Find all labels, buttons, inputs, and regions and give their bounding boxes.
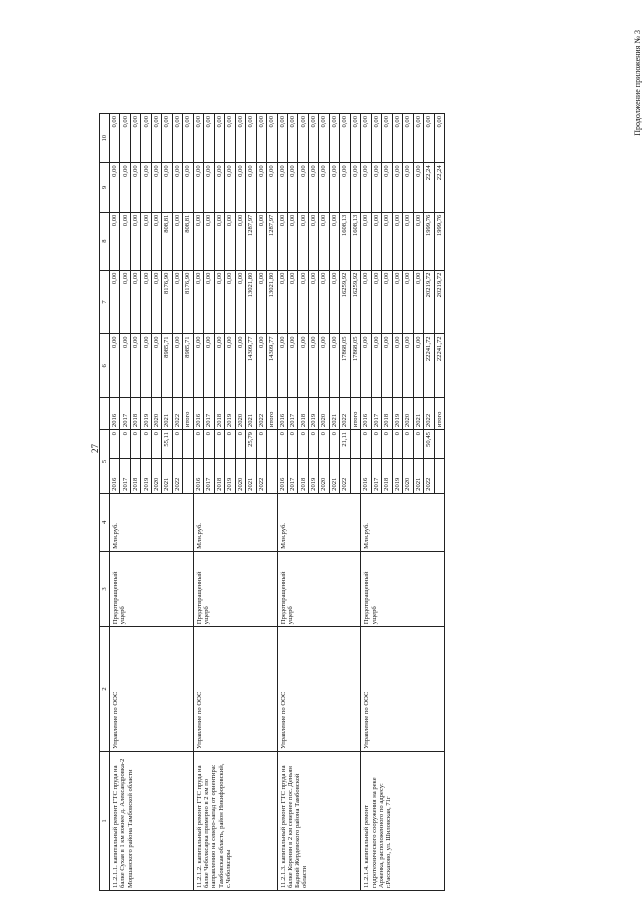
amount-cell: 0,00 bbox=[130, 334, 140, 398]
amount-cell: 14309,77 bbox=[246, 334, 256, 398]
header-row bbox=[100, 114, 110, 891]
amount-cell: 0,00 bbox=[214, 212, 224, 270]
amount-cell: 0,00 bbox=[329, 334, 339, 398]
finance-year-cell: 2019 bbox=[141, 398, 151, 430]
finance-year-cell: 2018 bbox=[214, 398, 224, 430]
amount-cell: 0,00 bbox=[246, 163, 256, 212]
total-amount-cell: 0,00 bbox=[183, 114, 193, 163]
target-year-cell: 2020 bbox=[403, 459, 413, 494]
amount-cell: 0,00 bbox=[287, 163, 297, 212]
indicator-cell: Предотвращенный ущерб bbox=[361, 551, 445, 626]
amount-cell: 0,00 bbox=[151, 270, 161, 334]
finance-year-cell: 2017 bbox=[120, 398, 130, 430]
amount-cell: 0,00 bbox=[329, 114, 339, 163]
empty-cell bbox=[183, 430, 193, 459]
amount-cell: 1608,13 bbox=[340, 212, 350, 270]
table-row bbox=[110, 114, 120, 891]
amount-cell: 0,00 bbox=[319, 270, 329, 334]
amount-cell: 0,00 bbox=[382, 163, 392, 212]
amount-cell: 0,00 bbox=[225, 163, 235, 212]
total-amount-cell: 22241,72 bbox=[434, 334, 444, 398]
event-name-cell: 11.2.1.4. капитальный ремонт гидротехнического сооружения на реке Арженка, расположенного по адресу: г.Рассказово, ул. Шиловская, 71г bbox=[361, 751, 445, 890]
indicator-cell: Предотвращенный ущерб bbox=[110, 551, 194, 626]
amount-cell: 0,00 bbox=[141, 114, 151, 163]
amount-cell: 0,00 bbox=[225, 114, 235, 163]
amount-cell: 0,00 bbox=[214, 334, 224, 398]
amount-cell: 0,00 bbox=[193, 334, 203, 398]
target-value-cell: 0 bbox=[172, 430, 182, 459]
finance-year-cell: 2020 bbox=[319, 398, 329, 430]
amount-cell: 0,00 bbox=[308, 163, 318, 212]
header-cell: 10 bbox=[100, 114, 110, 163]
amount-cell: 1287,97 bbox=[246, 212, 256, 270]
unit-cell: Млн.руб. bbox=[193, 493, 277, 551]
empty-cell bbox=[183, 459, 193, 494]
target-value-cell: 0 bbox=[371, 430, 381, 459]
total-amount-cell: 16259,92 bbox=[350, 270, 360, 334]
amount-cell: 0,00 bbox=[225, 334, 235, 398]
amount-cell: 0,00 bbox=[172, 114, 182, 163]
amount-cell: 0,00 bbox=[130, 114, 140, 163]
total-amount-cell: 1608,13 bbox=[350, 212, 360, 270]
target-year-cell: 2016 bbox=[277, 459, 287, 494]
amount-cell: 0,00 bbox=[277, 114, 287, 163]
amount-cell: 0,00 bbox=[151, 163, 161, 212]
header-cell: 4 bbox=[100, 493, 110, 551]
amount-cell: 0,00 bbox=[225, 212, 235, 270]
header-cell: 7 bbox=[100, 270, 110, 334]
target-value-cell: 0 bbox=[361, 430, 371, 459]
amount-cell: 0,00 bbox=[214, 270, 224, 334]
finance-year-cell: 2016 bbox=[193, 398, 203, 430]
amount-cell: 0,00 bbox=[277, 212, 287, 270]
amount-cell: 0,00 bbox=[204, 163, 214, 212]
header-cell: 8 bbox=[100, 212, 110, 270]
appendix-caption: Продолжение приложения № 3 bbox=[633, 30, 642, 136]
amount-cell: 13021,80 bbox=[246, 270, 256, 334]
amount-cell: 0,00 bbox=[329, 163, 339, 212]
target-value-cell: 0 bbox=[141, 430, 151, 459]
amount-cell: 0,00 bbox=[392, 212, 402, 270]
amount-cell: 0,00 bbox=[413, 163, 423, 212]
empty-cell bbox=[267, 430, 277, 459]
amount-cell: 0,00 bbox=[256, 163, 266, 212]
amount-cell: 0,00 bbox=[141, 212, 151, 270]
amount-cell: 0,00 bbox=[204, 114, 214, 163]
amount-cell: 0,00 bbox=[256, 334, 266, 398]
finance-year-cell: 2019 bbox=[225, 398, 235, 430]
amount-cell: 0,00 bbox=[141, 334, 151, 398]
amount-cell: 0,00 bbox=[141, 163, 151, 212]
total-amount-cell: 14309,77 bbox=[267, 334, 277, 398]
target-value-cell: 50,45 bbox=[424, 430, 434, 459]
target-value-cell: 0 bbox=[214, 430, 224, 459]
amount-cell: 0,00 bbox=[308, 114, 318, 163]
amount-cell: 0,00 bbox=[413, 270, 423, 334]
target-year-cell: 2021 bbox=[329, 459, 339, 494]
rotated-sheet bbox=[99, 113, 445, 891]
amount-cell: 0,00 bbox=[120, 212, 130, 270]
amount-cell: 0,00 bbox=[287, 114, 297, 163]
amount-cell: 20219,72 bbox=[424, 270, 434, 334]
amount-cell: 0,00 bbox=[361, 114, 371, 163]
amount-cell: 0,00 bbox=[287, 212, 297, 270]
amount-cell: 0,00 bbox=[329, 270, 339, 334]
unit-cell: Млн.руб. bbox=[110, 493, 194, 551]
target-value-cell: 0 bbox=[120, 430, 130, 459]
amount-cell: 0,00 bbox=[110, 212, 120, 270]
amount-cell: 0,00 bbox=[392, 334, 402, 398]
total-amount-cell: 1287,97 bbox=[267, 212, 277, 270]
amount-cell: 8176,90 bbox=[162, 270, 172, 334]
target-value-cell: 0 bbox=[130, 430, 140, 459]
target-year-cell: 2020 bbox=[151, 459, 161, 494]
amount-cell: 0,00 bbox=[277, 270, 287, 334]
amount-cell: 0,00 bbox=[382, 270, 392, 334]
total-amount-cell: 0,00 bbox=[267, 163, 277, 212]
table-row bbox=[193, 114, 203, 891]
event-name-cell: 11.2.1.2. капитальный ремонт ГТС пруда на балке Чеболксарка примерно в 2 км по направлению на северо-запад от ориентира: Тамбовская область, район Никифоровский, с.Чеболксары bbox=[193, 751, 277, 890]
finance-year-cell: 2016 bbox=[361, 398, 371, 430]
amount-cell: 0,00 bbox=[413, 212, 423, 270]
amount-cell: 0,00 bbox=[382, 114, 392, 163]
target-year-cell: 2021 bbox=[246, 459, 256, 494]
amount-cell: 0,00 bbox=[361, 334, 371, 398]
target-year-cell: 2019 bbox=[141, 459, 151, 494]
unit-cell: Млн.руб. bbox=[277, 493, 361, 551]
amount-cell: 0,00 bbox=[235, 114, 245, 163]
amount-cell: 0,00 bbox=[120, 163, 130, 212]
target-value-cell: 0 bbox=[319, 430, 329, 459]
target-value-cell: 0 bbox=[403, 430, 413, 459]
total-label-cell: итого bbox=[267, 398, 277, 430]
target-year-cell: 2018 bbox=[130, 459, 140, 494]
amount-cell: 0,00 bbox=[319, 334, 329, 398]
amount-cell: 0,00 bbox=[382, 212, 392, 270]
amount-cell: 0,00 bbox=[371, 163, 381, 212]
finance-year-cell: 2020 bbox=[235, 398, 245, 430]
target-value-cell: 0 bbox=[308, 430, 318, 459]
amount-cell: 0,00 bbox=[235, 334, 245, 398]
finance-year-cell: 2022 bbox=[340, 398, 350, 430]
amount-cell: 8985,71 bbox=[162, 334, 172, 398]
finance-year-cell: 2018 bbox=[298, 398, 308, 430]
amount-cell: 0,00 bbox=[371, 212, 381, 270]
amount-cell: 0,00 bbox=[193, 163, 203, 212]
amount-cell: 0,00 bbox=[172, 334, 182, 398]
amount-cell: 0,00 bbox=[256, 212, 266, 270]
amount-cell: 0,00 bbox=[298, 163, 308, 212]
target-value-cell: 0 bbox=[382, 430, 392, 459]
event-name-cell: 11.2.1.3. капитальный ремонт ГТС пруда на балке Коренин в 2 км севернее пос. Деньян Бадний Жердевского района Тамбовской области bbox=[277, 751, 361, 890]
target-year-cell: 2018 bbox=[298, 459, 308, 494]
amount-cell: 0,00 bbox=[298, 212, 308, 270]
amount-cell: 0,00 bbox=[424, 114, 434, 163]
amount-cell: 0,00 bbox=[130, 212, 140, 270]
amount-cell: 0,00 bbox=[256, 270, 266, 334]
amount-cell: 0,00 bbox=[403, 163, 413, 212]
amount-cell: 0,00 bbox=[256, 114, 266, 163]
target-year-cell: 2018 bbox=[382, 459, 392, 494]
target-year-cell: 2016 bbox=[193, 459, 203, 494]
finance-year-cell: 2017 bbox=[287, 398, 297, 430]
amount-cell: 0,00 bbox=[319, 163, 329, 212]
target-year-cell: 2022 bbox=[256, 459, 266, 494]
finance-year-cell: 2021 bbox=[413, 398, 423, 430]
target-value-cell: 0 bbox=[298, 430, 308, 459]
total-amount-cell: 808,81 bbox=[183, 212, 193, 270]
event-name-cell: 11.2.1.1. капитальный ремонт ГТС пруда на балке Сухая в 1 км южнее д. Александровка-2 Моршанского района Тамбовской области bbox=[110, 751, 194, 890]
target-value-cell: 55,11 bbox=[162, 430, 172, 459]
amount-cell: 0,00 bbox=[287, 334, 297, 398]
amount-cell: 0,00 bbox=[120, 270, 130, 334]
empty-cell bbox=[267, 459, 277, 494]
header-cell: 6 bbox=[100, 334, 110, 398]
total-amount-cell: 17868,05 bbox=[350, 334, 360, 398]
amount-cell: 0,00 bbox=[162, 114, 172, 163]
target-value-cell: 0 bbox=[256, 430, 266, 459]
finance-year-cell: 2017 bbox=[204, 398, 214, 430]
amount-cell: 0,00 bbox=[172, 270, 182, 334]
target-year-cell: 2020 bbox=[319, 459, 329, 494]
total-amount-cell: 1999,76 bbox=[434, 212, 444, 270]
manager-cell: Управление по ООС bbox=[361, 627, 445, 752]
amount-cell: 1999,76 bbox=[424, 212, 434, 270]
target-year-cell: 2016 bbox=[110, 459, 120, 494]
amount-cell: 0,00 bbox=[151, 212, 161, 270]
amount-cell: 0,00 bbox=[214, 163, 224, 212]
amount-cell: 0,00 bbox=[110, 163, 120, 212]
manager-cell: Управление по ООС bbox=[110, 627, 194, 752]
amount-cell: 0,00 bbox=[235, 212, 245, 270]
amount-cell: 16259,92 bbox=[340, 270, 350, 334]
amount-cell: 0,00 bbox=[298, 334, 308, 398]
amount-cell: 0,00 bbox=[308, 270, 318, 334]
amount-cell: 0,00 bbox=[319, 114, 329, 163]
finance-year-cell: 2020 bbox=[403, 398, 413, 430]
amount-cell: 0,00 bbox=[151, 114, 161, 163]
empty-cell bbox=[350, 459, 360, 494]
target-year-cell: 2017 bbox=[287, 459, 297, 494]
amount-cell: 0,00 bbox=[392, 270, 402, 334]
total-amount-cell: 0,00 bbox=[267, 114, 277, 163]
total-amount-cell: 22,24 bbox=[434, 163, 444, 212]
target-year-cell: 2017 bbox=[204, 459, 214, 494]
amount-cell: 22241,72 bbox=[424, 334, 434, 398]
header-cell: 2 bbox=[100, 627, 110, 752]
target-year-cell: 2022 bbox=[424, 459, 434, 494]
finance-year-cell: 2019 bbox=[308, 398, 318, 430]
amount-cell: 0,00 bbox=[340, 114, 350, 163]
amount-cell: 22,24 bbox=[424, 163, 434, 212]
target-year-cell: 2019 bbox=[392, 459, 402, 494]
target-value-cell: 0 bbox=[277, 430, 287, 459]
amount-cell: 0,00 bbox=[204, 334, 214, 398]
amount-cell: 0,00 bbox=[172, 163, 182, 212]
target-year-cell: 2021 bbox=[162, 459, 172, 494]
header-cell: 3 bbox=[100, 551, 110, 626]
total-amount-cell: 0,00 bbox=[350, 114, 360, 163]
amount-cell: 17868,05 bbox=[340, 334, 350, 398]
amount-cell: 0,00 bbox=[287, 270, 297, 334]
finance-year-cell: 2021 bbox=[162, 398, 172, 430]
amount-cell: 0,00 bbox=[235, 163, 245, 212]
target-year-cell: 2022 bbox=[340, 459, 350, 494]
amount-cell: 0,00 bbox=[193, 212, 203, 270]
finance-year-cell: 2016 bbox=[110, 398, 120, 430]
amount-cell: 0,00 bbox=[151, 334, 161, 398]
manager-cell: Управление по ООС bbox=[193, 627, 277, 752]
amount-cell: 0,00 bbox=[120, 334, 130, 398]
amount-cell: 0,00 bbox=[120, 114, 130, 163]
amount-cell: 0,00 bbox=[246, 114, 256, 163]
finance-year-cell: 2017 bbox=[371, 398, 381, 430]
amount-cell: 0,00 bbox=[277, 163, 287, 212]
amount-cell: 0,00 bbox=[225, 270, 235, 334]
amount-cell: 0,00 bbox=[413, 334, 423, 398]
total-amount-cell: 0,00 bbox=[350, 163, 360, 212]
amount-cell: 0,00 bbox=[110, 334, 120, 398]
target-year-cell: 2020 bbox=[235, 459, 245, 494]
amount-cell: 0,00 bbox=[130, 270, 140, 334]
amount-cell: 0,00 bbox=[361, 270, 371, 334]
finance-year-cell: 2018 bbox=[382, 398, 392, 430]
amount-cell: 0,00 bbox=[214, 114, 224, 163]
target-value-cell: 25,79 bbox=[246, 430, 256, 459]
finance-year-cell: 2021 bbox=[246, 398, 256, 430]
amount-cell: 0,00 bbox=[110, 114, 120, 163]
table-row bbox=[361, 114, 371, 891]
empty-cell bbox=[350, 430, 360, 459]
amount-cell: 0,00 bbox=[141, 270, 151, 334]
finance-year-cell: 2018 bbox=[130, 398, 140, 430]
amount-cell: 0,00 bbox=[371, 114, 381, 163]
amount-cell: 0,00 bbox=[172, 212, 182, 270]
total-amount-cell: 0,00 bbox=[183, 163, 193, 212]
amount-cell: 0,00 bbox=[361, 163, 371, 212]
amount-cell: 0,00 bbox=[329, 212, 339, 270]
target-value-cell: 0 bbox=[287, 430, 297, 459]
table-row bbox=[277, 114, 287, 891]
manager-cell: Управление по ООС bbox=[277, 627, 361, 752]
total-label-cell: итого bbox=[434, 398, 444, 430]
finance-year-cell: 2022 bbox=[424, 398, 434, 430]
total-amount-cell: 20219,72 bbox=[434, 270, 444, 334]
target-value-cell: 0 bbox=[110, 430, 120, 459]
target-value-cell: 0 bbox=[151, 430, 161, 459]
amount-cell: 0,00 bbox=[308, 334, 318, 398]
page-number: 27 bbox=[90, 444, 100, 453]
amount-cell: 0,00 bbox=[308, 212, 318, 270]
total-label-cell: итого bbox=[350, 398, 360, 430]
amount-cell: 0,00 bbox=[403, 212, 413, 270]
header-cell: 5 bbox=[100, 430, 110, 494]
unit-cell: Млн.руб. bbox=[361, 493, 445, 551]
empty-cell bbox=[434, 459, 444, 494]
amount-cell: 808,81 bbox=[162, 212, 172, 270]
header-cell: 1 bbox=[100, 751, 110, 890]
header-cell: 9 bbox=[100, 163, 110, 212]
target-value-cell: 0 bbox=[413, 430, 423, 459]
target-year-cell: 2017 bbox=[120, 459, 130, 494]
program-table bbox=[99, 113, 445, 891]
target-year-cell: 2018 bbox=[214, 459, 224, 494]
amount-cell: 0,00 bbox=[403, 114, 413, 163]
finance-year-cell: 2019 bbox=[392, 398, 402, 430]
target-year-cell: 2019 bbox=[225, 459, 235, 494]
target-value-cell: 21,11 bbox=[340, 430, 350, 459]
finance-year-cell: 2020 bbox=[151, 398, 161, 430]
total-amount-cell: 8176,90 bbox=[183, 270, 193, 334]
total-amount-cell: 8985,71 bbox=[183, 334, 193, 398]
amount-cell: 0,00 bbox=[204, 270, 214, 334]
target-value-cell: 0 bbox=[225, 430, 235, 459]
empty-cell bbox=[434, 430, 444, 459]
total-amount-cell: 0,00 bbox=[434, 114, 444, 163]
amount-cell: 0,00 bbox=[193, 270, 203, 334]
amount-cell: 0,00 bbox=[162, 163, 172, 212]
amount-cell: 0,00 bbox=[371, 334, 381, 398]
amount-cell: 0,00 bbox=[413, 114, 423, 163]
indicator-cell: Предотвращенный ущерб bbox=[193, 551, 277, 626]
target-year-cell: 2022 bbox=[172, 459, 182, 494]
amount-cell: 0,00 bbox=[235, 270, 245, 334]
amount-cell: 0,00 bbox=[298, 270, 308, 334]
amount-cell: 0,00 bbox=[204, 212, 214, 270]
amount-cell: 0,00 bbox=[403, 270, 413, 334]
target-value-cell: 0 bbox=[193, 430, 203, 459]
target-year-cell: 2019 bbox=[308, 459, 318, 494]
target-value-cell: 0 bbox=[329, 430, 339, 459]
finance-year-cell: 2022 bbox=[172, 398, 182, 430]
target-year-cell: 2017 bbox=[371, 459, 381, 494]
finance-year-cell: 2021 bbox=[329, 398, 339, 430]
target-year-cell: 2016 bbox=[361, 459, 371, 494]
finance-year-cell: 2022 bbox=[256, 398, 266, 430]
amount-cell: 0,00 bbox=[130, 163, 140, 212]
amount-cell: 0,00 bbox=[110, 270, 120, 334]
total-amount-cell: 13021,80 bbox=[267, 270, 277, 334]
amount-cell: 0,00 bbox=[193, 114, 203, 163]
target-value-cell: 0 bbox=[204, 430, 214, 459]
target-value-cell: 0 bbox=[235, 430, 245, 459]
amount-cell: 0,00 bbox=[319, 212, 329, 270]
target-value-cell: 0 bbox=[392, 430, 402, 459]
amount-cell: 0,00 bbox=[298, 114, 308, 163]
target-year-cell: 2021 bbox=[413, 459, 423, 494]
amount-cell: 0,00 bbox=[340, 163, 350, 212]
total-label-cell: итого bbox=[183, 398, 193, 430]
header-cell bbox=[100, 398, 110, 430]
amount-cell: 0,00 bbox=[382, 334, 392, 398]
indicator-cell: Предотвращенный ущерб bbox=[277, 551, 361, 626]
amount-cell: 0,00 bbox=[403, 334, 413, 398]
amount-cell: 0,00 bbox=[371, 270, 381, 334]
amount-cell: 0,00 bbox=[361, 212, 371, 270]
amount-cell: 0,00 bbox=[392, 114, 402, 163]
amount-cell: 0,00 bbox=[392, 163, 402, 212]
finance-year-cell: 2016 bbox=[277, 398, 287, 430]
amount-cell: 0,00 bbox=[277, 334, 287, 398]
